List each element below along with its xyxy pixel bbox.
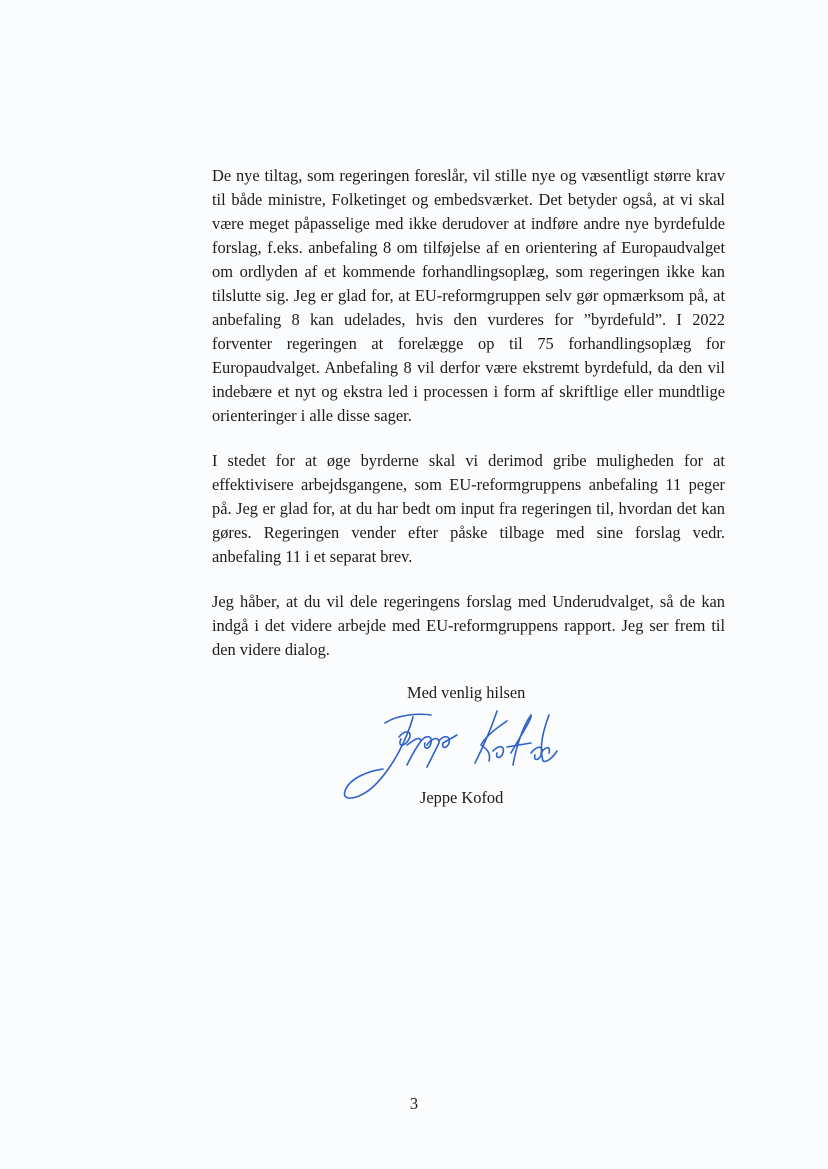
signer-name: Jeppe Kofod: [420, 788, 504, 807]
paragraph-efficiency: I stedet for at øge byrderne skal vi derimod gribe muligheden for at effektivisere arbejdsgangene, som EU-reformgruppens anbefaling 11 peger på. Jeg er glad for, at du har bedt om input fra regeringen til, hvordan det kan gøres. Regeringen vender efter påske tilbage med sine forslag vedr. anbefaling 11 i et separat brev.: [212, 451, 725, 566]
letter-body: [212, 164, 725, 662]
closing-salutation: Med venlig hilsen: [407, 683, 526, 702]
paragraph-dialogue: Jeg håber, at du vil dele regeringens forslag med Underudvalget, så de kan indgå i det videre arbejde med EU-reformgruppens rapport. Jeg ser frem til den videre dialog.: [212, 592, 725, 659]
paragraph-burdens: De nye tiltag, som regeringen foreslår, vil stille nye og væsentligt større krav til både ministre, Folketinget og embedsværket. Det betyder også, at vi skal være meget påpasselige med ikke derudover at indføre andre nye byrdefulde forslag, f.eks. anbefaling 8 om tilføjelse af en orientering af Europaudvalget om ordlyden af et kommende forhandlingsoplæg, som regeringen ikke kan tilslutte sig. Jeg er glad for, at EU-reformgruppen selv gør opmærksom på, at anbefaling 8 kan udelades, hvis den vurderes for ”byrdefuld”. I 2022 forventer regeringen at forelægge op til 75 forhandlingsoplæg for Europaudvalget. Anbefaling 8 vil derfor være ekstremt byrdefuld, da den vil indebære et nyt og ekstra led i processen i form af skriftlige eller mundtlige orienteringer i alle disse sager.: [212, 166, 725, 425]
page-number: 3: [409, 1094, 419, 1113]
